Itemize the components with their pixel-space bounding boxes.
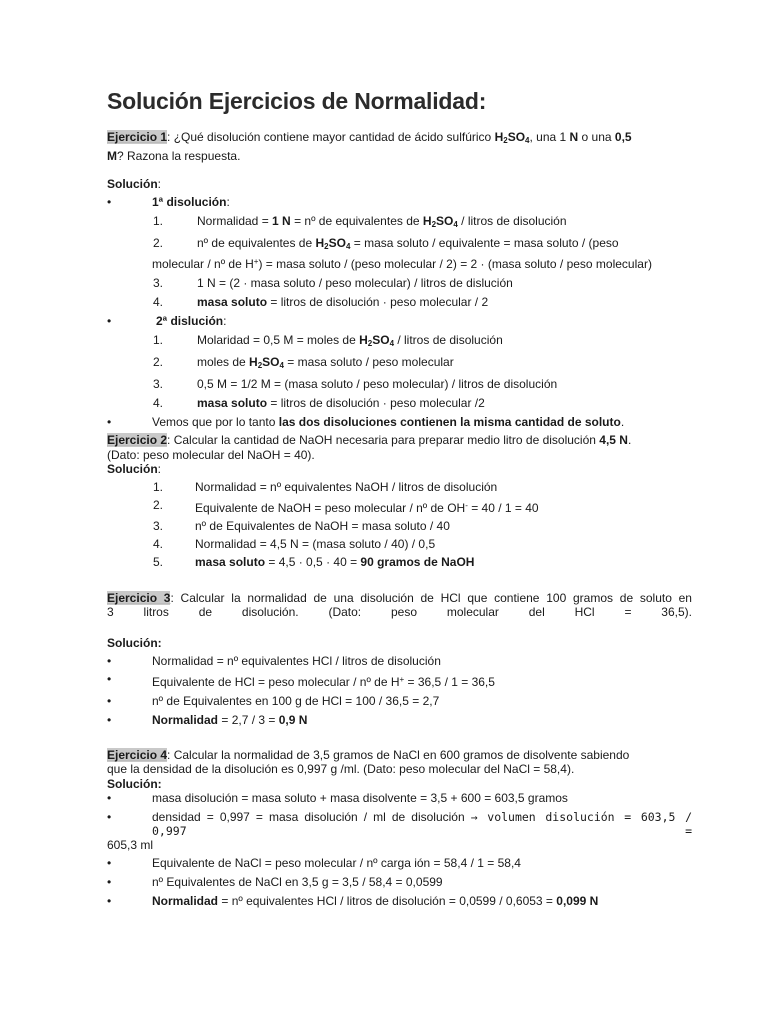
list-item: • nº Equivalentes de NaCl en 3,5 g = 3,5 / 58,4 = 0,0599 — [107, 875, 443, 889]
list-item: • Equivalente de NaCl = peso molecular / nº carga ión = 58,4 / 1 = 58,4 — [107, 856, 521, 870]
exercise-1-label: Ejercicio 1 — [107, 130, 168, 144]
list-item: 2. moles de $H_2SO_4$ = masa soluto / peso molecular — [153, 355, 454, 370]
list-item: 3. 1 N = (2 · masa soluto / peso molecular) / litros de dislución — [153, 276, 513, 290]
list-item: • densidad = 0,997 = masa disolución / ml de disolución → volumen disolución = 603,5 / 0,997 = 605,3 ml — [107, 810, 692, 852]
list-item: 2. nº de equivalentes de $H_2SO_4$ = masa soluto / equivalente = masa soluto / (peso molecular / nº de H+) = masa soluto / (peso molecular / 2) = 2 · (masa soluto / peso molecular) — [152, 236, 652, 271]
list-item: 3. 0,5 M = 1/2 M = (masa soluto / peso molecular) / litros de disolución — [153, 377, 558, 391]
list-item: 4. masa soluto = litros de disolución · peso molecular /2 — [153, 396, 485, 410]
page-title: Solución Ejercicios de Normalidad: — [107, 88, 487, 114]
exercise-1-solution-label: Solución: — [107, 177, 162, 191]
exercise-3-statement: Ejercicio 3: Calcular la normalidad de una disolución de HCl que contiene 100 gramos de soluto en — [107, 590, 692, 605]
exercise-2-label: Ejercicio 2 — [107, 433, 168, 447]
list-item: 5. masa soluto = 4,5 · 0,5 · 40 = 90 gramos de NaOH — [153, 554, 475, 569]
list-item: 4. masa soluto = litros de disolución · peso molecular / 2 — [153, 295, 489, 309]
list-item: 3. nº de Equivalentes de NaOH = masa soluto / 40 — [153, 518, 450, 533]
list-item: 4. Normalidad = 4,5 N = (masa soluto / 40) / 0,5 — [153, 536, 436, 551]
list-item: • 1ª disolución: — [107, 195, 230, 209]
list-item: • masa disolución = masa soluto + masa disolvente = 3,5 + 600 = 603,5 gramos — [107, 791, 568, 805]
bullet: • — [107, 415, 112, 429]
list-item: • Normalidad = nº equivalentes HCl / litros de disolución = 0,0599 / 0,6053 = 0,099 N — [107, 894, 599, 908]
exercise-1-statement: Ejercicio 1: ¿Qué disolución contiene mayor cantidad de ácido sulfúrico $H_2SO_4$, una 1 N o una 0,5 M? Razona la respuesta. — [107, 130, 632, 163]
list-item: 1. Normalidad = 1 N = nº de equivalentes de $H_2SO_4$ / litros de disolución — [153, 214, 567, 229]
bullet: • — [107, 195, 112, 209]
document-page: Solución Ejercicios de Normalidad: Ejercicio 1: ¿Qué disolución contiene mayor cantidad de ácido sulfúrico $H_2SO_4$, una 1 N o una 0,5 M? Razona la respuesta. Solución: • 1ª disolución: 1. Normalidad = 1 N = nº de equivalentes de $H_2SO_4$ / litros de disolución 2. nº de equivalentes de $H_2SO_4$ = masa soluto / equivalente = masa soluto / (peso molecular / nº de H+) = masa soluto / (peso molecular / 2) = 2 · (masa soluto / peso molecular) 3. 1 N = (2 · masa soluto / peso molecular) / litros de dislución 4. masa soluto = litros de disolución · peso molecular / 2 • 2ª dislución: 1. Molaridad = 0,5 M = moles de $H_2SO_4$ / litros de disolución 2. moles de $H_2SO_4$ = masa soluto / peso molecular 3. 0,5 M = 1/2 M = (masa soluto / peso molecular) / litros de disolución 4. masa soluto = litros de disolución · peso molecular /2 • Vemos que por lo tanto las dos disoluciones contienen la misma cantidad de soluto. Ejercicio 2: Calcular la cantidad de NaOH necesaria para preparar medio litro de disolución 4,5 N. (Dato: peso molecular del NaOH = 40). Solución: 1. Normalidad = nº equivalentes NaOH / litros de disolución 2. Equivalente de NaOH = peso molecular / nº de OH- = 40 / 1 = 40 3. nº de Equivalentes de NaOH = masa soluto / 40 4. Normalidad = 4,5 N = (masa soluto / 40) / 0,5 5. masa soluto = 4,5 · 0,5 · 40 = 90 gramos de NaOH Ejercicio 3: Calcular la normalidad de una disolución de HCl que contiene 100 gramos de soluto en 3 litros de disolución. (Dato: peso molecular del HCl = 36,5). Solución: • Normalidad = nº equivalentes HCl / litros de disolución • Equivalente de HCl = peso molecular / nº de H+ = 36,5 / 1 = 36,5 • nº de Equivalentes en 100 g de HCl = 100 / 36,5 = 2,7 • Normalidad = 2,7 / 3 = 0,9 N Ejercicio 4: Calcular la normalidad de 3,5 gramos de NaCl en 600 gramos de disolvente sabiendo que la densidad de la disolución es 0,997 g /ml. (Dato: peso molecular del NaCl = 58,4). Solución: • masa disolución = masa soluto + masa disolvente = 3,5 + 600 = 603,5 gramos • densidad = 0,997 = masa disolución / ml de disolución → volumen disolución = 603,5 / 0,997 = 605,3 ml • Equivalente de NaCl = peso molecular / nº carga ión = 58,4 / 1 = 58,4 • nº Equivalentes de NaCl en 3,5 g = 3,5 / 58,4 = 0,0599 • Normalidad = nº equivalentes HCl / litros de disolución = 0,0599 / 0,6053 = 0,099 N — [107, 88, 692, 908]
exercise-3-solution-label: Solución: — [107, 635, 162, 650]
exercise-3-label: Ejercicio 3 — [107, 590, 171, 605]
list-item: • Vemos que por lo tanto las dos disoluciones contienen la misma cantidad de soluto. — [107, 415, 625, 429]
list-item: 2. Equivalente de NaOH = peso molecular / nº de OH- = 40 / 1 = 40 — [153, 497, 539, 515]
list-item: • nº de Equivalentes en 100 g de HCl = 100 / 36,5 = 2,7 — [107, 693, 440, 708]
exercise-4-statement: Ejercicio 4: Calcular la normalidad de 3,5 gramos de NaCl en 600 gramos de disolvente sabiendo que la densidad de la disolución es 0,997 g /ml. (Dato: peso molecular del NaCl = 58,4). Solución: — [107, 747, 630, 791]
list-item: • Normalidad = 2,7 / 3 = 0,9 N — [107, 712, 308, 727]
list-item: 1. Normalidad = nº equivalentes NaOH / litros de disolución — [153, 479, 498, 494]
list-item: • Normalidad = nº equivalentes HCl / litros de disolución — [107, 653, 441, 668]
formula-h2so4: $H_2SO_4$ — [494, 130, 530, 145]
list-item: 1. Molaridad = 0,5 M = moles de $H_2SO_4$ / litros de disolución — [153, 333, 503, 348]
exercise-2-statement: Ejercicio 2: Calcular la cantidad de NaOH necesaria para preparar medio litro de disolución 4,5 N. (Dato: peso molecular del NaOH = 40). Solución: — [107, 433, 632, 476]
list-item: • 2ª dislución: — [107, 314, 227, 328]
bullet: • — [107, 314, 112, 328]
exercise-4-label: Ejercicio 4 — [107, 747, 168, 762]
list-item: • Equivalente de HCl = peso molecular / nº de H+ = 36,5 / 1 = 36,5 — [107, 671, 495, 689]
